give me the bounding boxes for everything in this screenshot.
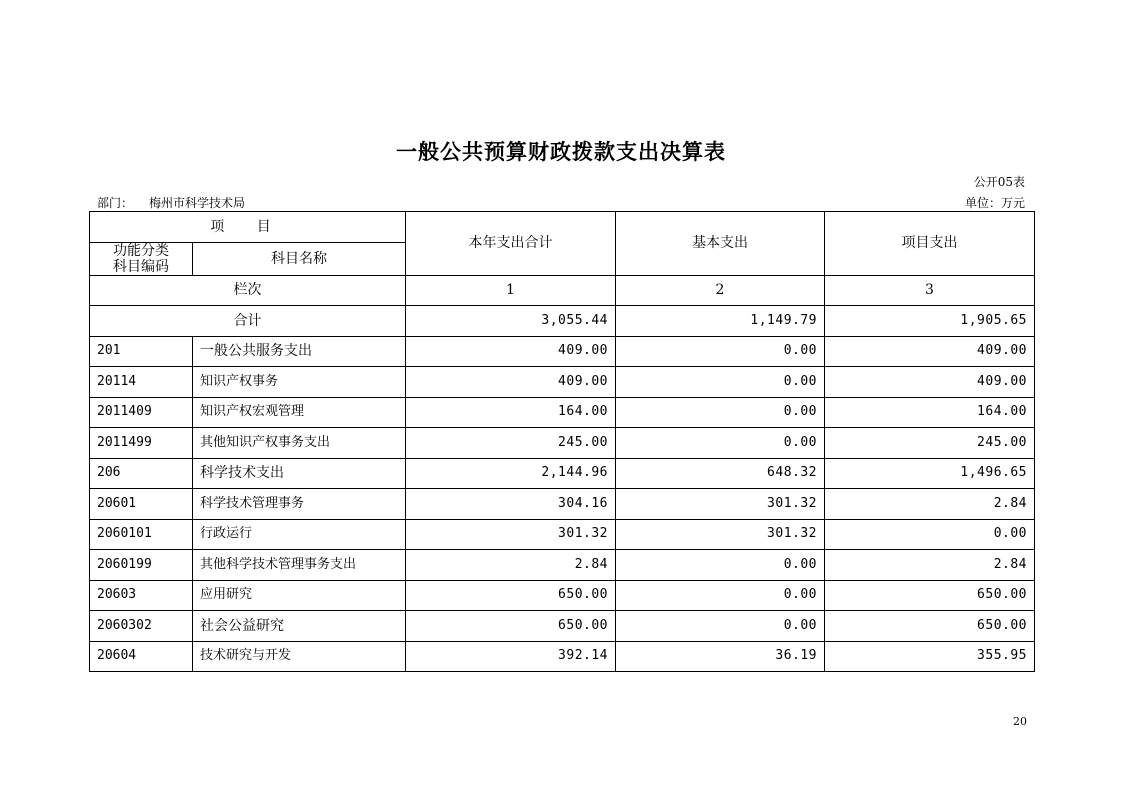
row-name: 知识产权事务 [193, 367, 406, 398]
header-func-code-line1: 功能分类 [113, 242, 169, 259]
row-total: 245.00 [406, 428, 616, 459]
row-name: 知识产权宏观管理 [193, 397, 406, 428]
column-index-label: 栏次 [90, 275, 406, 306]
row-project: 650.00 [825, 580, 1035, 611]
row-name: 科学技术支出 [193, 458, 406, 489]
table-row [90, 397, 1035, 428]
table-row [90, 458, 1035, 489]
row-code: 20114 [90, 367, 193, 398]
table-row [90, 641, 1035, 672]
table-row [90, 489, 1035, 520]
row-name: 技术研究与开发 [193, 641, 406, 672]
row-total: 304.16 [406, 489, 616, 520]
department [97, 194, 245, 211]
row-total: 2.84 [406, 550, 616, 581]
table-row [90, 550, 1035, 581]
expenditure-table [89, 211, 1035, 672]
row-project: 2.84 [825, 489, 1035, 520]
row-code: 2060101 [90, 519, 193, 550]
total-project: 1,905.65 [825, 306, 1035, 337]
row-total: 2,144.96 [406, 458, 616, 489]
row-project: 650.00 [825, 611, 1035, 642]
row-total: 409.00 [406, 336, 616, 367]
column-index-row [90, 275, 1035, 306]
row-code: 206 [90, 458, 193, 489]
row-basic: 0.00 [616, 397, 825, 428]
row-project: 1,496.65 [825, 458, 1035, 489]
row-total: 301.32 [406, 519, 616, 550]
row-total: 650.00 [406, 611, 616, 642]
row-project: 409.00 [825, 367, 1035, 398]
table-row [90, 580, 1035, 611]
form-number: 公开05表 [973, 175, 1025, 189]
row-code: 20601 [90, 489, 193, 520]
row-basic: 0.00 [616, 611, 825, 642]
row-code: 201 [90, 336, 193, 367]
row-total: 392.14 [406, 641, 616, 672]
total-label: 合计 [90, 306, 406, 337]
row-total: 409.00 [406, 367, 616, 398]
department-label: 部门： [97, 196, 134, 210]
row-name: 社会公益研究 [193, 611, 406, 642]
table-row [90, 367, 1035, 398]
row-project: 355.95 [825, 641, 1035, 672]
column-index-3: 3 [825, 275, 1035, 306]
header-project: 项 目 [90, 212, 406, 243]
row-project: 245.00 [825, 428, 1035, 459]
row-name: 一般公共服务支出 [193, 336, 406, 367]
row-basic: 0.00 [616, 336, 825, 367]
row-basic: 0.00 [616, 367, 825, 398]
row-code: 2011409 [90, 397, 193, 428]
header-basic: 基本支出 [616, 212, 825, 276]
row-code: 2011499 [90, 428, 193, 459]
row-project: 164.00 [825, 397, 1035, 428]
row-project: 2.84 [825, 550, 1035, 581]
row-name: 科学技术管理事务 [193, 489, 406, 520]
header-func-code [90, 242, 193, 275]
row-name: 其他科学技术管理事务支出 [193, 550, 406, 581]
column-index-2: 2 [616, 275, 825, 306]
row-basic: 648.32 [616, 458, 825, 489]
row-basic: 0.00 [616, 550, 825, 581]
table-row [90, 428, 1035, 459]
unit-label: 单位：万元 [964, 196, 1025, 210]
table-row [90, 611, 1035, 642]
row-code: 2060302 [90, 611, 193, 642]
page-title: 一般公共预算财政拨款支出决算表 [396, 139, 726, 164]
header-func-code-line2: 科目编码 [113, 258, 169, 275]
header-project-expenditure: 项目支出 [825, 212, 1035, 276]
total-row [90, 306, 1035, 337]
table-row [90, 519, 1035, 550]
column-index-1: 1 [406, 275, 616, 306]
row-basic: 301.32 [616, 519, 825, 550]
table-row [90, 336, 1035, 367]
page-number: 20 [1013, 715, 1027, 728]
row-basic: 36.19 [616, 641, 825, 672]
row-code: 20603 [90, 580, 193, 611]
header-subject-name: 科目名称 [193, 242, 406, 275]
row-basic: 0.00 [616, 580, 825, 611]
department-value: 梅州市科学技术局 [149, 196, 246, 210]
row-project: 0.00 [825, 519, 1035, 550]
row-project: 409.00 [825, 336, 1035, 367]
row-name: 行政运行 [193, 519, 406, 550]
row-code: 2060199 [90, 550, 193, 581]
row-total: 164.00 [406, 397, 616, 428]
total-basic: 1,149.79 [616, 306, 825, 337]
row-basic: 301.32 [616, 489, 825, 520]
row-total: 650.00 [406, 580, 616, 611]
header-row-1 [90, 212, 1035, 243]
row-name: 其他知识产权事务支出 [193, 428, 406, 459]
header-total: 本年支出合计 [406, 212, 616, 276]
row-basic: 0.00 [616, 428, 825, 459]
row-code: 20604 [90, 641, 193, 672]
total-amount: 3,055.44 [406, 306, 616, 337]
row-name: 应用研究 [193, 580, 406, 611]
